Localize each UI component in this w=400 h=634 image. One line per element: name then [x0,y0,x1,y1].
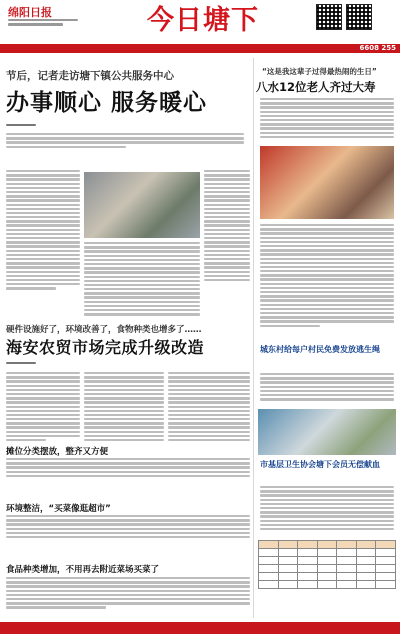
masthead [0,0,400,44]
blood-donation-body [260,486,394,532]
lead-intro [6,133,246,153]
blood-donation-title: 市基层卫生协会塘下会员无偿献血 [260,460,380,469]
birthday-subtitle: “这是我这辈子过得最热闹的生日” [262,67,377,76]
market-section-1-body [6,458,250,479]
byline [6,362,36,366]
birthday-photo [260,146,394,219]
lead-title: 办事顺心 服务暖心 [6,90,208,116]
qr-code-icon [316,4,342,30]
market-section-1: 摊位分类摆放，整齐又方便 [6,447,109,457]
newspaper-logo: 绵阳日报 [8,6,52,19]
market-subtitle: 硬件设施好了，环境改善了，食物种类也增多了…… [6,325,202,335]
market-title: 海安农贸市场完成升级改造 [6,338,205,357]
lead-subtitle: 节后，记者走访塘下镇公共服务中心 [6,70,174,82]
hotline-number: 6608 255 [359,44,396,52]
market-body-col2 [84,372,164,443]
lead-body-col3 [204,170,250,283]
byline [6,124,36,128]
market-section-3: 食品种类增加，不用再去附近菜场买菜了 [6,565,160,575]
market-section-2-body [6,515,250,540]
rope-body [260,373,394,402]
qr-code-icon [346,4,372,30]
page-title: 今日塘下 [147,5,259,36]
issue-meta [8,19,98,27]
birthday-title: 八水12位老人齐过大寿 [256,80,376,94]
market-photo [84,172,200,238]
header-ribbon [0,44,400,53]
blood-donation-photo [258,409,396,455]
market-section-3-body [6,577,250,611]
data-table [258,540,396,589]
lead-body-col1 [6,170,80,291]
market-section-2: 环境整洁，“买菜像逛超市” [6,504,111,514]
market-body-col3 [168,372,250,443]
lead-body-col2 [84,242,200,317]
market-body-col1 [6,372,80,443]
birthday-body-top [260,98,394,140]
column-divider [253,58,254,618]
page-footer [0,622,400,634]
rope-title: 城东村给每户村民免费发放逃生绳 [260,345,380,354]
birthday-body [260,224,394,329]
